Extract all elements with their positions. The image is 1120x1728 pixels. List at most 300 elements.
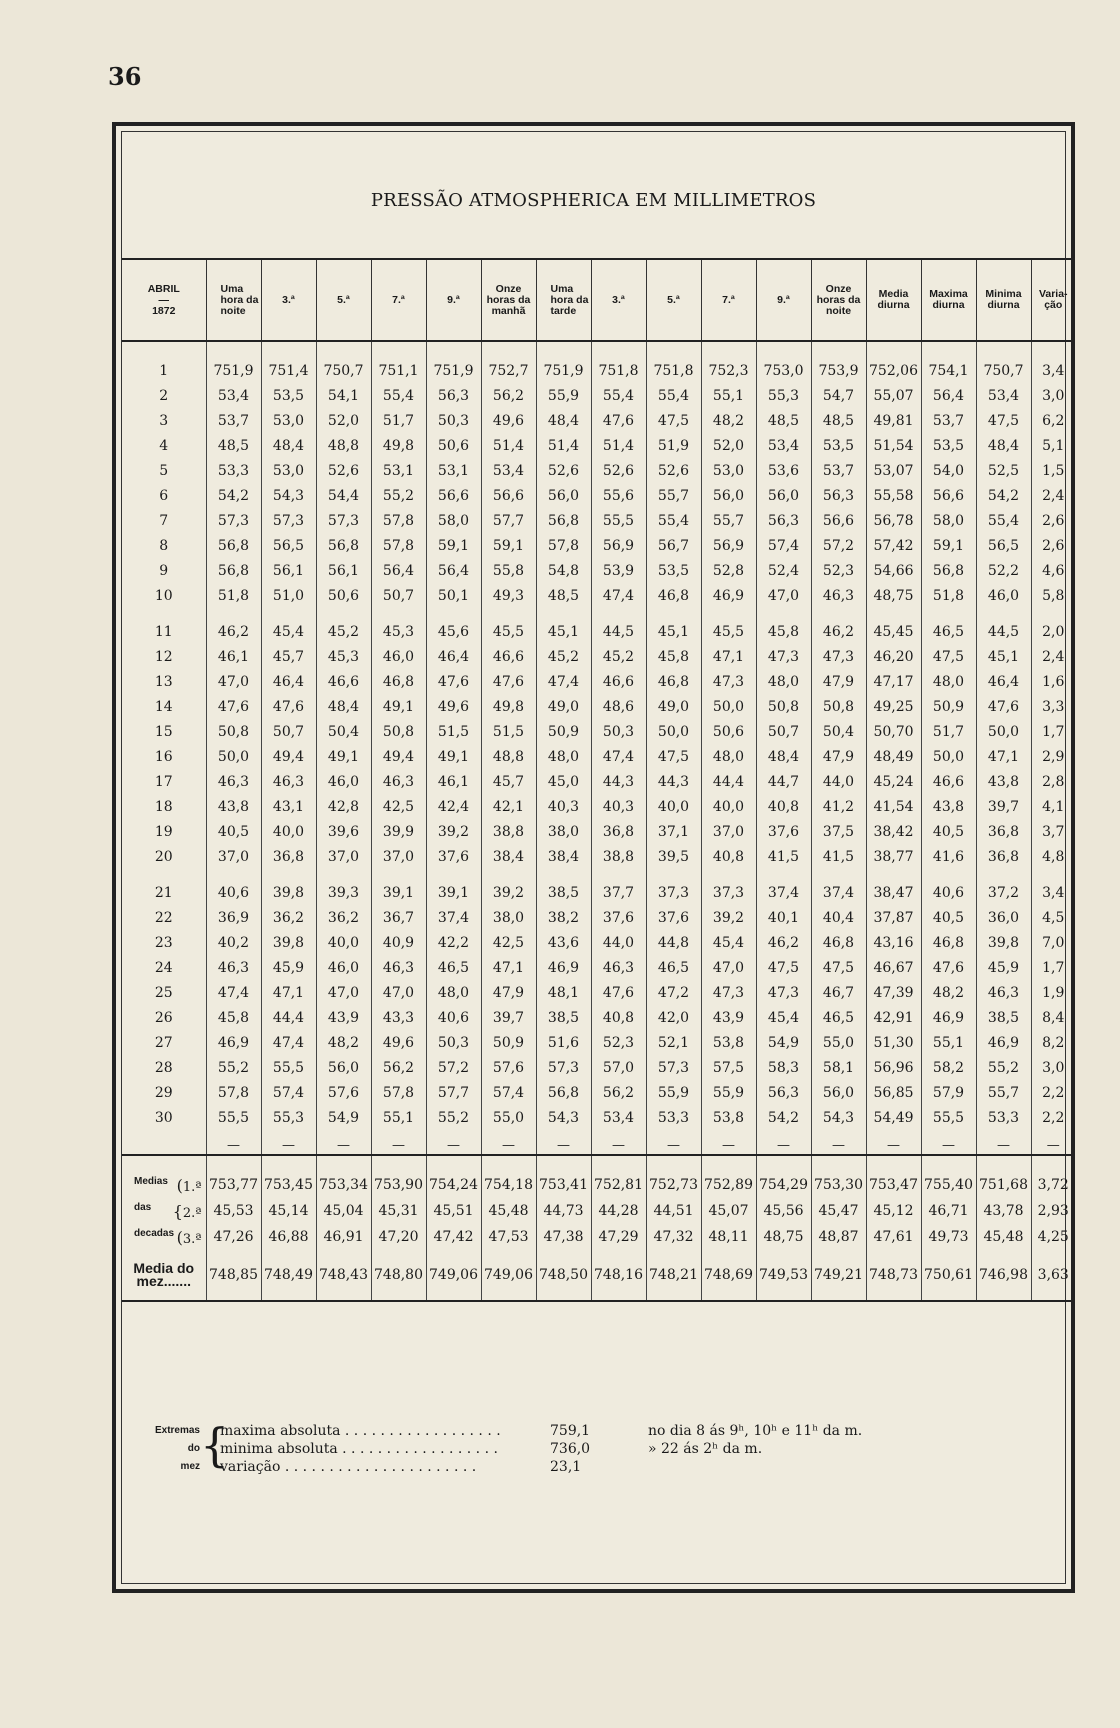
value-cell: 56,78 — [866, 508, 921, 533]
average-cell: 46,88 — [261, 1224, 316, 1250]
spacer-cell — [701, 1155, 756, 1172]
col-header: Varia-ção — [1031, 259, 1075, 341]
value-cell: 751,8 — [646, 358, 701, 383]
value-cell: 37,6 — [591, 905, 646, 930]
value-cell: 54,3 — [536, 1105, 591, 1130]
gap-cell — [122, 869, 206, 880]
value-cell: 47,5 — [811, 955, 866, 980]
value-cell: 56,6 — [426, 483, 481, 508]
value-cell: 47,6 — [976, 694, 1031, 719]
gap-cell — [756, 869, 811, 880]
value-cell: 50,8 — [756, 694, 811, 719]
value-cell: 46,0 — [316, 769, 371, 794]
month-average-cell: 748,16 — [591, 1250, 646, 1301]
value-cell: 48,0 — [756, 669, 811, 694]
value-cell: 1,7 — [1031, 719, 1075, 744]
brace-mark: ( — [176, 1175, 183, 1195]
value-cell: 55,9 — [701, 1080, 756, 1105]
value-cell: 49,3 — [481, 583, 536, 608]
value-cell: 49,1 — [316, 744, 371, 769]
value-cell: 46,5 — [646, 955, 701, 980]
spacer-cell — [316, 1130, 371, 1142]
value-cell: 54,66 — [866, 558, 921, 583]
value-cell: 50,1 — [426, 583, 481, 608]
value-cell: 47,5 — [921, 644, 976, 669]
day-cell: 30 — [154, 1109, 173, 1126]
value-cell: 37,4 — [811, 880, 866, 905]
value-cell: 44,4 — [701, 769, 756, 794]
day-cell: 8 — [159, 537, 169, 554]
average-cell: 47,32 — [646, 1224, 701, 1250]
value-cell: 52,4 — [756, 558, 811, 583]
value-cell: 55,2 — [426, 1105, 481, 1130]
value-cell: 40,8 — [701, 844, 756, 869]
dash-cell: — — [921, 1142, 976, 1155]
month-average-cell: 749,53 — [756, 1250, 811, 1301]
value-cell: 2,4 — [1031, 644, 1075, 669]
value-cell: 54,2 — [976, 483, 1031, 508]
value-cell: 40,6 — [426, 1005, 481, 1030]
day-cell: 4 — [159, 437, 169, 454]
spacer-cell — [646, 1130, 701, 1142]
spacer-cell — [921, 1155, 976, 1172]
value-cell: 54,8 — [536, 558, 591, 583]
value-cell: 6,2 — [1031, 408, 1075, 433]
value-cell: 39,1 — [371, 880, 426, 905]
value-cell: 2,8 — [1031, 769, 1075, 794]
day-cell: 1 — [159, 362, 169, 379]
value-cell: 37,0 — [316, 844, 371, 869]
value-cell: 45,24 — [866, 769, 921, 794]
spacer-cell — [481, 341, 536, 358]
spacer-cell — [206, 341, 261, 358]
value-cell: 5,8 — [1031, 583, 1075, 608]
value-cell: 57,2 — [811, 533, 866, 558]
value-cell: 51,7 — [921, 719, 976, 744]
value-cell: 56,8 — [206, 558, 261, 583]
average-cell: 48,75 — [756, 1224, 811, 1250]
value-cell: 45,8 — [646, 644, 701, 669]
value-cell: 47,5 — [646, 744, 701, 769]
spacer-cell — [316, 1155, 371, 1172]
value-cell: 45,45 — [866, 619, 921, 644]
value-cell: 751,9 — [206, 358, 261, 383]
value-cell: 51,4 — [536, 433, 591, 458]
average-cell: 3,72 — [1031, 1172, 1075, 1198]
value-cell: 55,1 — [921, 1030, 976, 1055]
col-header: 7.ª — [701, 259, 756, 341]
spacer-cell — [701, 341, 756, 358]
value-cell: 45,9 — [976, 955, 1031, 980]
extremes-items — [220, 1422, 863, 1476]
value-cell: 50,70 — [866, 719, 921, 744]
value-cell: 39,8 — [261, 930, 316, 955]
day-cell: 16 — [154, 748, 173, 765]
extremes-label-line: do — [187, 1443, 200, 1454]
value-cell: 57,8 — [371, 1080, 426, 1105]
average-cell: 47,29 — [591, 1224, 646, 1250]
day-cell: 24 — [154, 959, 173, 976]
value-cell: 36,8 — [976, 844, 1031, 869]
value-cell: 57,2 — [426, 1055, 481, 1080]
value-cell: 55,1 — [371, 1105, 426, 1130]
decade-average-row — [122, 1224, 1075, 1250]
value-cell: 36,2 — [316, 905, 371, 930]
value-cell: 45,1 — [976, 644, 1031, 669]
value-cell: 48,0 — [921, 669, 976, 694]
value-cell: 57,7 — [481, 508, 536, 533]
value-cell: 45,4 — [756, 1005, 811, 1030]
value-cell: 1,6 — [1031, 669, 1075, 694]
value-cell: 57,6 — [316, 1080, 371, 1105]
average-cell: 4,25 — [1031, 1224, 1075, 1250]
value-cell: 42,8 — [316, 794, 371, 819]
value-cell: 45,8 — [756, 619, 811, 644]
value-cell: 53,5 — [646, 558, 701, 583]
value-cell: 46,67 — [866, 955, 921, 980]
value-cell: 37,1 — [646, 819, 701, 844]
value-cell: 39,2 — [481, 880, 536, 905]
value-cell: 47,9 — [811, 669, 866, 694]
value-cell: 45,0 — [536, 769, 591, 794]
value-cell: 46,2 — [756, 930, 811, 955]
spacer-cell — [921, 341, 976, 358]
gap-cell — [591, 869, 646, 880]
value-cell: 49,4 — [261, 744, 316, 769]
value-cell: 57,9 — [921, 1080, 976, 1105]
extreme-note: no dia 8 ás 9ʰ, 10ʰ e 11ʰ da m. — [648, 1423, 863, 1439]
value-cell: 48,5 — [756, 408, 811, 433]
value-cell: 37,4 — [426, 905, 481, 930]
value-cell: 40,1 — [756, 905, 811, 930]
value-cell: 52,2 — [976, 558, 1031, 583]
decade-gap-row — [122, 608, 1075, 619]
value-cell: 36,2 — [261, 905, 316, 930]
value-cell: 46,6 — [481, 644, 536, 669]
table-frame — [112, 122, 1075, 1593]
value-cell: 48,75 — [866, 583, 921, 608]
spacer-row — [122, 1130, 1075, 1142]
value-cell: 38,2 — [536, 905, 591, 930]
value-cell: 45,6 — [426, 619, 481, 644]
value-cell: 49,25 — [866, 694, 921, 719]
value-cell: 55,4 — [976, 508, 1031, 533]
spacer-cell — [591, 341, 646, 358]
extreme-name: variação . . . . . . . . . . . . . . . . . . . . . . — [220, 1459, 477, 1475]
value-cell: 46,5 — [426, 955, 481, 980]
table-row — [122, 769, 1075, 794]
value-cell: 57,3 — [536, 1055, 591, 1080]
value-cell: 40,3 — [536, 794, 591, 819]
table-row — [122, 433, 1075, 458]
value-cell: 49,1 — [371, 694, 426, 719]
average-cell: 45,53 — [206, 1198, 261, 1224]
day-cell: 11 — [154, 623, 173, 640]
value-cell: 56,2 — [371, 1055, 426, 1080]
month-average-cell: 748,49 — [261, 1250, 316, 1301]
value-cell: 49,8 — [371, 433, 426, 458]
value-cell: 53,0 — [261, 408, 316, 433]
value-cell: 48,4 — [756, 744, 811, 769]
value-cell: 51,8 — [206, 583, 261, 608]
average-cell: 47,61 — [866, 1224, 921, 1250]
value-cell: 55,2 — [371, 483, 426, 508]
value-cell: 37,0 — [701, 819, 756, 844]
extremes-label-line: Extremas — [154, 1425, 200, 1436]
header-year: 1872 — [152, 304, 176, 317]
value-cell: 57,42 — [866, 533, 921, 558]
dash-cell: — — [1031, 1142, 1075, 1155]
spacer-cell — [122, 1155, 206, 1172]
dash-cell: — — [756, 1142, 811, 1155]
spacer-cell — [426, 1130, 481, 1142]
gap-cell — [1031, 608, 1075, 619]
value-cell: 57,4 — [261, 1080, 316, 1105]
value-cell: 2,9 — [1031, 744, 1075, 769]
gap-cell — [976, 608, 1031, 619]
spacer-cell — [261, 1130, 316, 1142]
spacer-cell — [701, 1130, 756, 1142]
value-cell: 47,9 — [481, 980, 536, 1005]
value-cell: 45,7 — [481, 769, 536, 794]
extreme-min-row — [220, 1440, 840, 1458]
value-cell: 46,4 — [976, 669, 1031, 694]
day-cell: 27 — [154, 1034, 173, 1051]
value-cell: 54,2 — [756, 1105, 811, 1130]
value-cell: 36,7 — [371, 905, 426, 930]
value-cell: 47,0 — [316, 980, 371, 1005]
table-row — [122, 955, 1075, 980]
value-cell: 40,4 — [811, 905, 866, 930]
extreme-note: » 22 ás 2ʰ da m. — [648, 1441, 763, 1457]
value-cell: 56,6 — [811, 508, 866, 533]
day-cell: 22 — [154, 909, 173, 926]
value-cell: 52,3 — [811, 558, 866, 583]
value-cell: 36,8 — [591, 819, 646, 844]
value-cell: 45,4 — [701, 930, 756, 955]
value-cell: 56,8 — [536, 1080, 591, 1105]
value-cell: 46,3 — [206, 955, 261, 980]
decade-number: 2.ª — [182, 1205, 202, 1221]
value-cell: 56,3 — [756, 508, 811, 533]
average-cell: 44,73 — [536, 1198, 591, 1224]
spacer-cell — [756, 1155, 811, 1172]
value-cell: 37,3 — [646, 880, 701, 905]
value-cell: 46,6 — [921, 769, 976, 794]
value-cell: 51,54 — [866, 433, 921, 458]
day-cell: 15 — [154, 723, 173, 740]
value-cell: 754,1 — [921, 358, 976, 383]
value-cell: 59,1 — [481, 533, 536, 558]
value-cell: 57,8 — [371, 508, 426, 533]
dash-cell — [122, 1142, 206, 1155]
value-cell: 50,0 — [206, 744, 261, 769]
value-cell: 55,6 — [591, 483, 646, 508]
table-row — [122, 583, 1075, 608]
value-cell: 3,7 — [1031, 819, 1075, 844]
value-cell: 55,0 — [481, 1105, 536, 1130]
value-cell: 55,58 — [866, 483, 921, 508]
value-cell: 47,6 — [481, 669, 536, 694]
decade-number: 1.ª — [182, 1179, 202, 1195]
page-title: PRESSÃO ATMOSPHERICA EM MILLIMETROS — [370, 190, 817, 211]
gap-cell — [646, 869, 701, 880]
month-average-label-line: mez....... — [136, 1273, 191, 1289]
value-cell: 46,8 — [811, 930, 866, 955]
value-cell: 40,0 — [316, 930, 371, 955]
average-cell: 45,14 — [261, 1198, 316, 1224]
value-cell: 55,1 — [701, 383, 756, 408]
spacer-cell — [811, 341, 866, 358]
value-cell: 40,8 — [756, 794, 811, 819]
value-cell: 40,0 — [701, 794, 756, 819]
value-cell: 2,0 — [1031, 619, 1075, 644]
value-cell: 57,3 — [206, 508, 261, 533]
value-cell: 46,5 — [811, 1005, 866, 1030]
value-cell: 8,2 — [1031, 1030, 1075, 1055]
header-month: ABRIL — [147, 282, 180, 295]
value-cell: 47,1 — [976, 744, 1031, 769]
page-number: 36 — [108, 62, 142, 91]
value-cell: 2,6 — [1031, 533, 1075, 558]
value-cell: 47,3 — [756, 644, 811, 669]
value-cell: 54,3 — [261, 483, 316, 508]
header-month-cell — [122, 259, 206, 341]
value-cell: 46,0 — [976, 583, 1031, 608]
value-cell: 43,16 — [866, 930, 921, 955]
value-cell: 2,2 — [1031, 1080, 1075, 1105]
value-cell: 49,6 — [481, 408, 536, 433]
gap-cell — [536, 608, 591, 619]
value-cell: 52,6 — [591, 458, 646, 483]
decade-side-label: Medias — [134, 1176, 168, 1187]
value-cell: 43,9 — [316, 1005, 371, 1030]
value-cell: 55,4 — [646, 508, 701, 533]
header-dash: — — [158, 293, 169, 306]
value-cell: 46,9 — [206, 1030, 261, 1055]
value-cell: 46,20 — [866, 644, 921, 669]
dash-cell: — — [866, 1142, 921, 1155]
value-cell: 55,5 — [591, 508, 646, 533]
value-cell: 50,4 — [316, 719, 371, 744]
value-cell: 47,6 — [261, 694, 316, 719]
value-cell: 47,6 — [591, 408, 646, 433]
value-cell: 36,9 — [206, 905, 261, 930]
value-cell: 52,8 — [701, 558, 756, 583]
value-cell: 50,0 — [646, 719, 701, 744]
value-cell: 48,2 — [701, 408, 756, 433]
gap-cell — [646, 608, 701, 619]
average-cell: 48,11 — [701, 1224, 756, 1250]
value-cell: 53,4 — [756, 433, 811, 458]
month-average-cell: 749,21 — [811, 1250, 866, 1301]
col-header: Uma hora da noite — [206, 259, 261, 341]
value-cell: 47,0 — [371, 980, 426, 1005]
average-cell: 754,18 — [481, 1172, 536, 1198]
table-body — [122, 341, 1075, 1301]
value-cell: 751,8 — [591, 358, 646, 383]
value-cell: 47,0 — [206, 669, 261, 694]
day-cell: 26 — [154, 1009, 173, 1026]
value-cell: 55,8 — [481, 558, 536, 583]
value-cell: 41,6 — [921, 844, 976, 869]
value-cell: 44,5 — [591, 619, 646, 644]
spacer-cell — [122, 1130, 206, 1142]
gap-cell — [866, 869, 921, 880]
value-cell: 39,9 — [371, 819, 426, 844]
value-cell: 55,07 — [866, 383, 921, 408]
average-cell: 752,81 — [591, 1172, 646, 1198]
col-header: Maxima diurna — [921, 259, 976, 341]
value-cell: 42,1 — [481, 794, 536, 819]
table-row — [122, 644, 1075, 669]
spacer-cell — [206, 1155, 261, 1172]
value-cell: 56,0 — [756, 483, 811, 508]
value-cell: 38,42 — [866, 819, 921, 844]
average-cell: 43,78 — [976, 1198, 1031, 1224]
value-cell: 57,6 — [481, 1055, 536, 1080]
value-cell: 46,4 — [426, 644, 481, 669]
spacer-cell — [591, 1130, 646, 1142]
value-cell: 38,4 — [481, 844, 536, 869]
spacer-cell — [426, 341, 481, 358]
spacer-cell — [261, 341, 316, 358]
value-cell: 51,5 — [426, 719, 481, 744]
value-cell: 50,3 — [591, 719, 646, 744]
day-cell: 3 — [159, 412, 169, 429]
value-cell: 44,4 — [261, 1005, 316, 1030]
value-cell: 56,5 — [976, 533, 1031, 558]
gap-cell — [976, 869, 1031, 880]
value-cell: 1,9 — [1031, 980, 1075, 1005]
spacer-cell — [921, 1130, 976, 1142]
value-cell: 1,7 — [1031, 955, 1075, 980]
average-cell: 45,04 — [316, 1198, 371, 1224]
value-cell: 53,3 — [646, 1105, 701, 1130]
day-cell: 7 — [159, 512, 169, 529]
value-cell: 3,0 — [1031, 383, 1075, 408]
value-cell: 47,6 — [206, 694, 261, 719]
value-cell: 46,3 — [976, 980, 1031, 1005]
extreme-value: 736,0 — [550, 1441, 591, 1457]
average-cell: 47,42 — [426, 1224, 481, 1250]
col-header: Onze horas da noite — [811, 259, 866, 341]
value-cell: 40,5 — [921, 819, 976, 844]
value-cell: 54,2 — [206, 483, 261, 508]
value-cell: 57,5 — [701, 1055, 756, 1080]
value-cell: 42,2 — [426, 930, 481, 955]
value-cell: 43,6 — [536, 930, 591, 955]
month-average-cell: 746,98 — [976, 1250, 1031, 1301]
value-cell: 46,0 — [316, 955, 371, 980]
value-cell: 52,5 — [976, 458, 1031, 483]
average-cell: 47,38 — [536, 1224, 591, 1250]
value-cell: 56,6 — [481, 483, 536, 508]
value-cell: 51,6 — [536, 1030, 591, 1055]
average-cell: 754,29 — [756, 1172, 811, 1198]
table-row — [122, 1105, 1075, 1130]
value-cell: 55,5 — [921, 1105, 976, 1130]
value-cell: 46,7 — [811, 980, 866, 1005]
value-cell: 40,5 — [921, 905, 976, 930]
value-cell: 38,47 — [866, 880, 921, 905]
value-cell: 4,6 — [1031, 558, 1075, 583]
value-cell: 40,2 — [206, 930, 261, 955]
value-cell: 46,2 — [206, 619, 261, 644]
value-cell: 50,7 — [756, 719, 811, 744]
value-cell: 53,3 — [976, 1105, 1031, 1130]
value-cell: 46,9 — [701, 583, 756, 608]
